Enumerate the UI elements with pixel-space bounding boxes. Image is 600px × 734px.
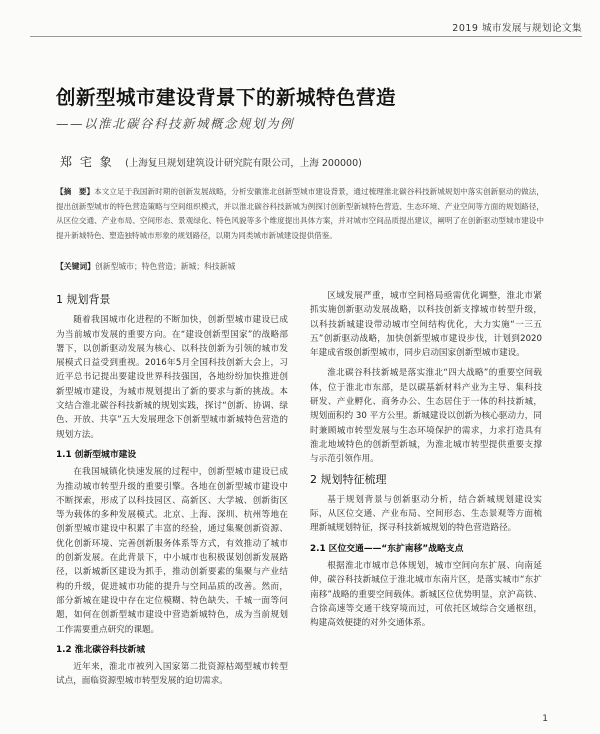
journal-name: 2019 城市发展与规划论文集 (452, 23, 582, 34)
abstract-text: 本文立足于我国新时期的创新发展战略，分析安徽淮北创新型城市建设背景，通过梳理淮北碳谷科技新城规划中落实创新驱动的做法，提出创新型城市的特色营造策略与空间组织模式，并以淮北碳谷科技新城为例探讨创新型新城特色营造、生态环境、产业空间等方面的规划路径，从区位交通、产业布局、空间形态、景观绿化、特色风貌等多个维度提出具体方案，并对城市空间品质提出建议，阐明了在创新驱动型城市建设中提升新城特色、塑造独特城市形象的规划路径，以期为同类城市新城建设提供借鉴。 (56, 187, 545, 240)
keywords-text: 创新型城市；特色营造；新城；科技新城 (94, 262, 236, 271)
article-title: 创新型城市建设背景下的新城特色营造 (56, 86, 397, 109)
paragraph: 基于规划背景与创新驱动分析，结合新城规划建设实际，从区位交通、产业布局、空间形态、生态景观等方面梳理新城规划特征，探寻科技新城规划的特色营造路径。 (310, 494, 542, 534)
paragraph: 淮北碳谷科技新城是落实淮北“四大战略”的重要空间载体，位于淮北市东部，是以碳基新材料产业为主导、集科技研发、产业孵化、商务办公、生态居住于一体的科技新城，规划面积约 30 平方公里。新城建设以创新为核心驱动力，同时兼顾城市转型发展与生态环境保护的需求，力求打造具有淮北地域特色的创新型新城，为淮北城市转型提供重要支撑与示范引领作用。 (310, 368, 542, 465)
section-heading: 1 规划背景 (56, 293, 111, 306)
article-subtitle: ——以淮北碳谷科技新城概念规划为例 (56, 116, 295, 131)
abstract (56, 185, 544, 243)
keywords-label: 【关键词】 (56, 262, 95, 271)
author-affiliation: (上海复旦规划建筑设计研究院有限公司，上海 200000) (125, 158, 362, 169)
paragraph: 随着我国城市化进程的不断加快，创新型城市建设已成为当前城市发展的重要方向。在“建设创新型国家”的战略部署下，以创新驱动发展为核心、以科技创新为引领的城市发展模式日益受到重视。2016年5月全国科技创新大会上，习近平总书记提出要建设世界科技强国，各地纷纷加快推进创新型城市建设，为城市规划提出了新的要求与新的挑战。本文结合淮北碳谷科技新城的规划实践，探讨“创新、协调、绿色、开放、共享”五大发展理念下创新型城市新城特色营造的规划方法。 (56, 315, 288, 440)
subsection-heading: 1.2 淮北碳谷科技新城 (56, 644, 146, 655)
running-header (30, 20, 582, 40)
paragraph: 区域发展严重，城市空间格局亟需优化调整，淮北市紧抓实施创新驱动发展战略，以科技创新支撑城市转型升级，以科技新城建设带动城市空间结构优化，大力实施“一三五五”创新驱动战略，加快创新型城市建设步伐，计划到2020年建成省级创新型城市，同步启动国家创新型城市建设。 (310, 291, 542, 359)
right-column (310, 289, 542, 637)
keywords (56, 261, 544, 272)
paragraph: 在我国城镇化快速发展的过程中，创新型城市建设已成为推动城市转型升级的重要引擎。各地在创新型城市建设中不断探索，形成了以科技园区、高新区、大学城、创新街区等为载体的多种发展模式。北京、上海、深圳、杭州等地在创新型城市建设中积累了丰富的经验，通过集聚创新资源、优化创新环境、完善创新服务体系等方式，有效推动了城市的创新发展。在此背景下，中小城市也积极谋划创新发展路径，以新城新区建设为抓手，推动创新要素的集聚与产业结构的升级，促进城市功能的提升与空间品质的改善。然而，部分新城在建设中存在定位模糊、特色缺失、千城一面等问题，如何在创新型城市建设中营造新城特色，成为当前规划工作需要重点研究的课题。 (56, 467, 288, 635)
subsection-heading: 2.1 区位交通——“东扩南移”战略支点 (310, 543, 464, 554)
paragraph: 近年来，淮北市被列入国家第二批资源枯竭型城市转型试点，面临资源型城市转型发展的迫切需求。 (56, 662, 288, 687)
abstract-label: 【摘 要】 (56, 187, 95, 196)
paragraph: 根据淮北市城市总体规划，城市空间向东扩展、向南延伸，碳谷科技新城位于淮北城市东南片区，是落实城市“东扩南移”战略的重要空间载体。新城区位优势明显，京沪高铁、合徐高速等交通干线穿境而过，可依托区域综合交通枢纽，构建高效便捷的对外交通体系。 (310, 561, 542, 629)
subsection-heading: 1.1 创新型城市建设 (56, 449, 137, 460)
section-heading: 2 规划特征梳理 (310, 472, 387, 486)
header-rule (30, 36, 582, 37)
author-name: 郑 宅 象 (60, 155, 114, 169)
page-number: 1 (542, 714, 548, 724)
left-column (56, 289, 288, 695)
author-line (60, 153, 362, 170)
